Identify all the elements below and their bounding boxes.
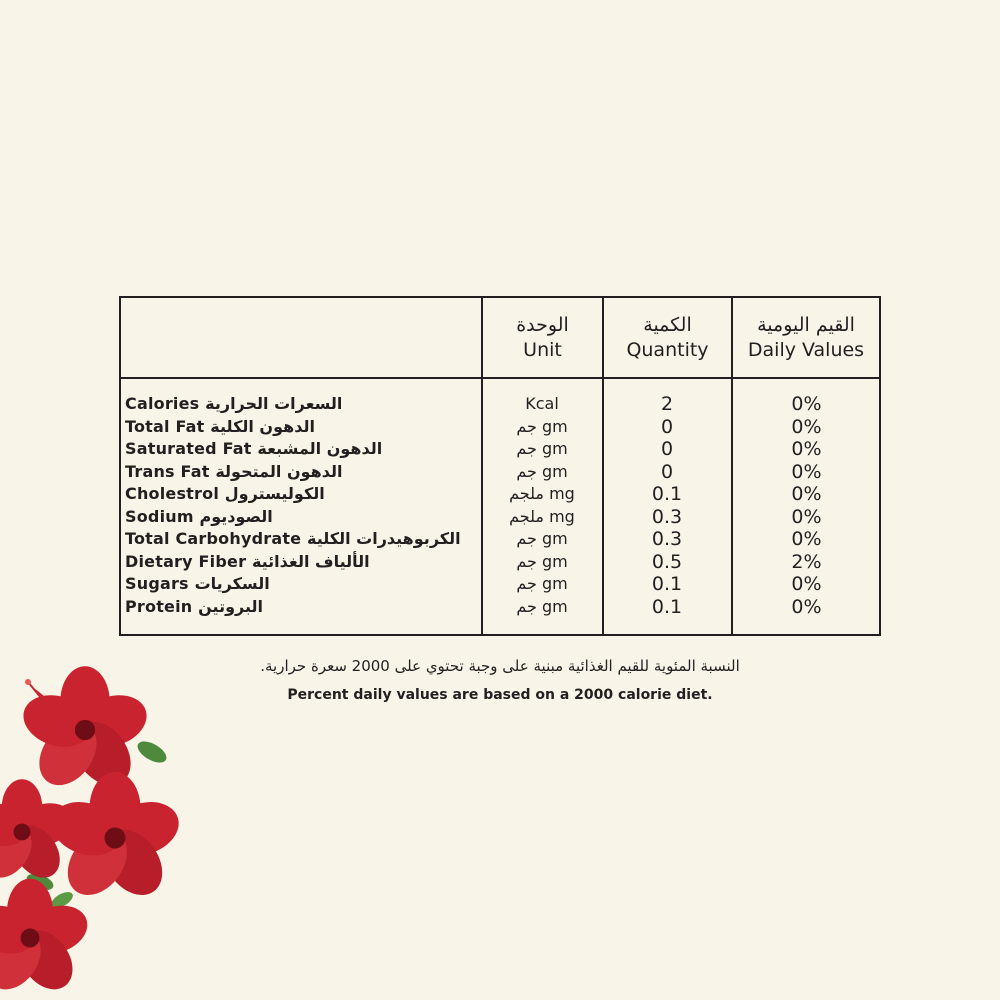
nutrient-quantity: 0 bbox=[660, 415, 674, 438]
table-row bbox=[121, 461, 879, 484]
header-unit bbox=[483, 298, 602, 377]
header-divider bbox=[121, 377, 879, 379]
footnote-english: Percent daily values are based on a 2000 calorie diet. bbox=[287, 687, 713, 703]
header-unit-en: Unit bbox=[523, 338, 562, 361]
nutrient-quantity: 0.1 bbox=[651, 573, 683, 595]
nutrient-quantity: 0.1 bbox=[651, 483, 683, 505]
nutrient-name: Sodium الصوديوم bbox=[125, 506, 273, 526]
table-row bbox=[121, 483, 879, 506]
nutrient-quantity: 0.1 bbox=[651, 595, 683, 618]
hibiscus-icon bbox=[0, 660, 200, 1000]
nutrient-unit: جم gm bbox=[516, 461, 568, 481]
nutrient-daily-value: 0% bbox=[791, 483, 822, 505]
nutrient-quantity: 0.3 bbox=[651, 505, 683, 528]
nutrient-name: Total Fat الدهون الكلية bbox=[125, 416, 315, 436]
nutrient-name: Trans Fat الدهون المتحولة bbox=[125, 461, 343, 481]
nutrient-unit: جم gm bbox=[516, 574, 568, 593]
nutrient-name: Sugars السكريات bbox=[125, 574, 270, 593]
table-row bbox=[121, 573, 879, 596]
nutrient-name: Calories السعرات الحرارية bbox=[125, 394, 343, 413]
footnote-arabic: النسبة المئوية للقيم الغذائية مبنية على وجبة تحتوي على 2000 سعرة حرارية. bbox=[260, 657, 740, 675]
nutrient-name: Protein البروتين bbox=[125, 596, 264, 616]
nutrient-daily-value: 0% bbox=[791, 528, 822, 550]
nutrient-daily-value: 0% bbox=[791, 573, 822, 595]
nutrient-quantity: 0.3 bbox=[651, 528, 683, 550]
table-row bbox=[121, 438, 879, 461]
nutrient-unit: Kcal bbox=[525, 394, 559, 413]
nutrient-name: Total Carbohydrate الكربوهيدرات الكلية bbox=[125, 529, 461, 548]
nutrient-quantity: 0 bbox=[660, 438, 674, 460]
header-daily-values-en: Daily Values bbox=[747, 338, 865, 361]
table-row bbox=[121, 506, 879, 529]
nutrient-unit: جم gm bbox=[516, 439, 568, 458]
table-row bbox=[121, 551, 879, 574]
nutrient-name: Saturated Fat الدهون المشبعة bbox=[125, 439, 383, 458]
header-quantity-en: Quantity bbox=[626, 338, 709, 361]
nutrition-table bbox=[119, 296, 881, 636]
nutrient-daily-value: 0% bbox=[791, 595, 822, 618]
nutrient-daily-value: 0% bbox=[791, 438, 822, 460]
nutrient-unit: جم gm bbox=[516, 596, 568, 616]
table-row bbox=[121, 416, 879, 439]
nutrient-quantity: 2 bbox=[660, 393, 674, 415]
nutrient-quantity: 0 bbox=[660, 460, 674, 483]
nutrient-unit: جم gm bbox=[516, 551, 568, 571]
header-quantity bbox=[604, 298, 731, 377]
nutrient-daily-value: 0% bbox=[791, 415, 822, 438]
nutrient-quantity: 0.5 bbox=[651, 550, 683, 573]
header-daily-values bbox=[733, 298, 879, 377]
nutrient-unit: ملجم mg bbox=[509, 484, 575, 503]
table-row bbox=[121, 528, 879, 551]
table-row bbox=[121, 596, 879, 619]
nutrient-name: Cholestrol الكوليسترول bbox=[125, 484, 325, 503]
nutrient-daily-value: 0% bbox=[791, 460, 822, 483]
table-row bbox=[121, 393, 879, 416]
nutrient-unit: جم gm bbox=[516, 529, 568, 548]
nutrient-daily-value: 0% bbox=[791, 505, 822, 528]
header-unit-ar: الوحدة bbox=[516, 313, 569, 336]
nutrient-unit: جم gm bbox=[516, 416, 568, 436]
nutrient-daily-value: 2% bbox=[791, 550, 822, 573]
header-quantity-ar: الكمية bbox=[643, 313, 692, 336]
header-daily-values-ar: القيم اليومية bbox=[757, 313, 855, 336]
nutrient-name: Dietary Fiber الألياف الغذائية bbox=[125, 551, 370, 571]
nutrition-rows bbox=[121, 393, 879, 618]
nutrient-unit: ملجم mg bbox=[509, 506, 575, 526]
nutrient-daily-value: 0% bbox=[791, 393, 822, 415]
